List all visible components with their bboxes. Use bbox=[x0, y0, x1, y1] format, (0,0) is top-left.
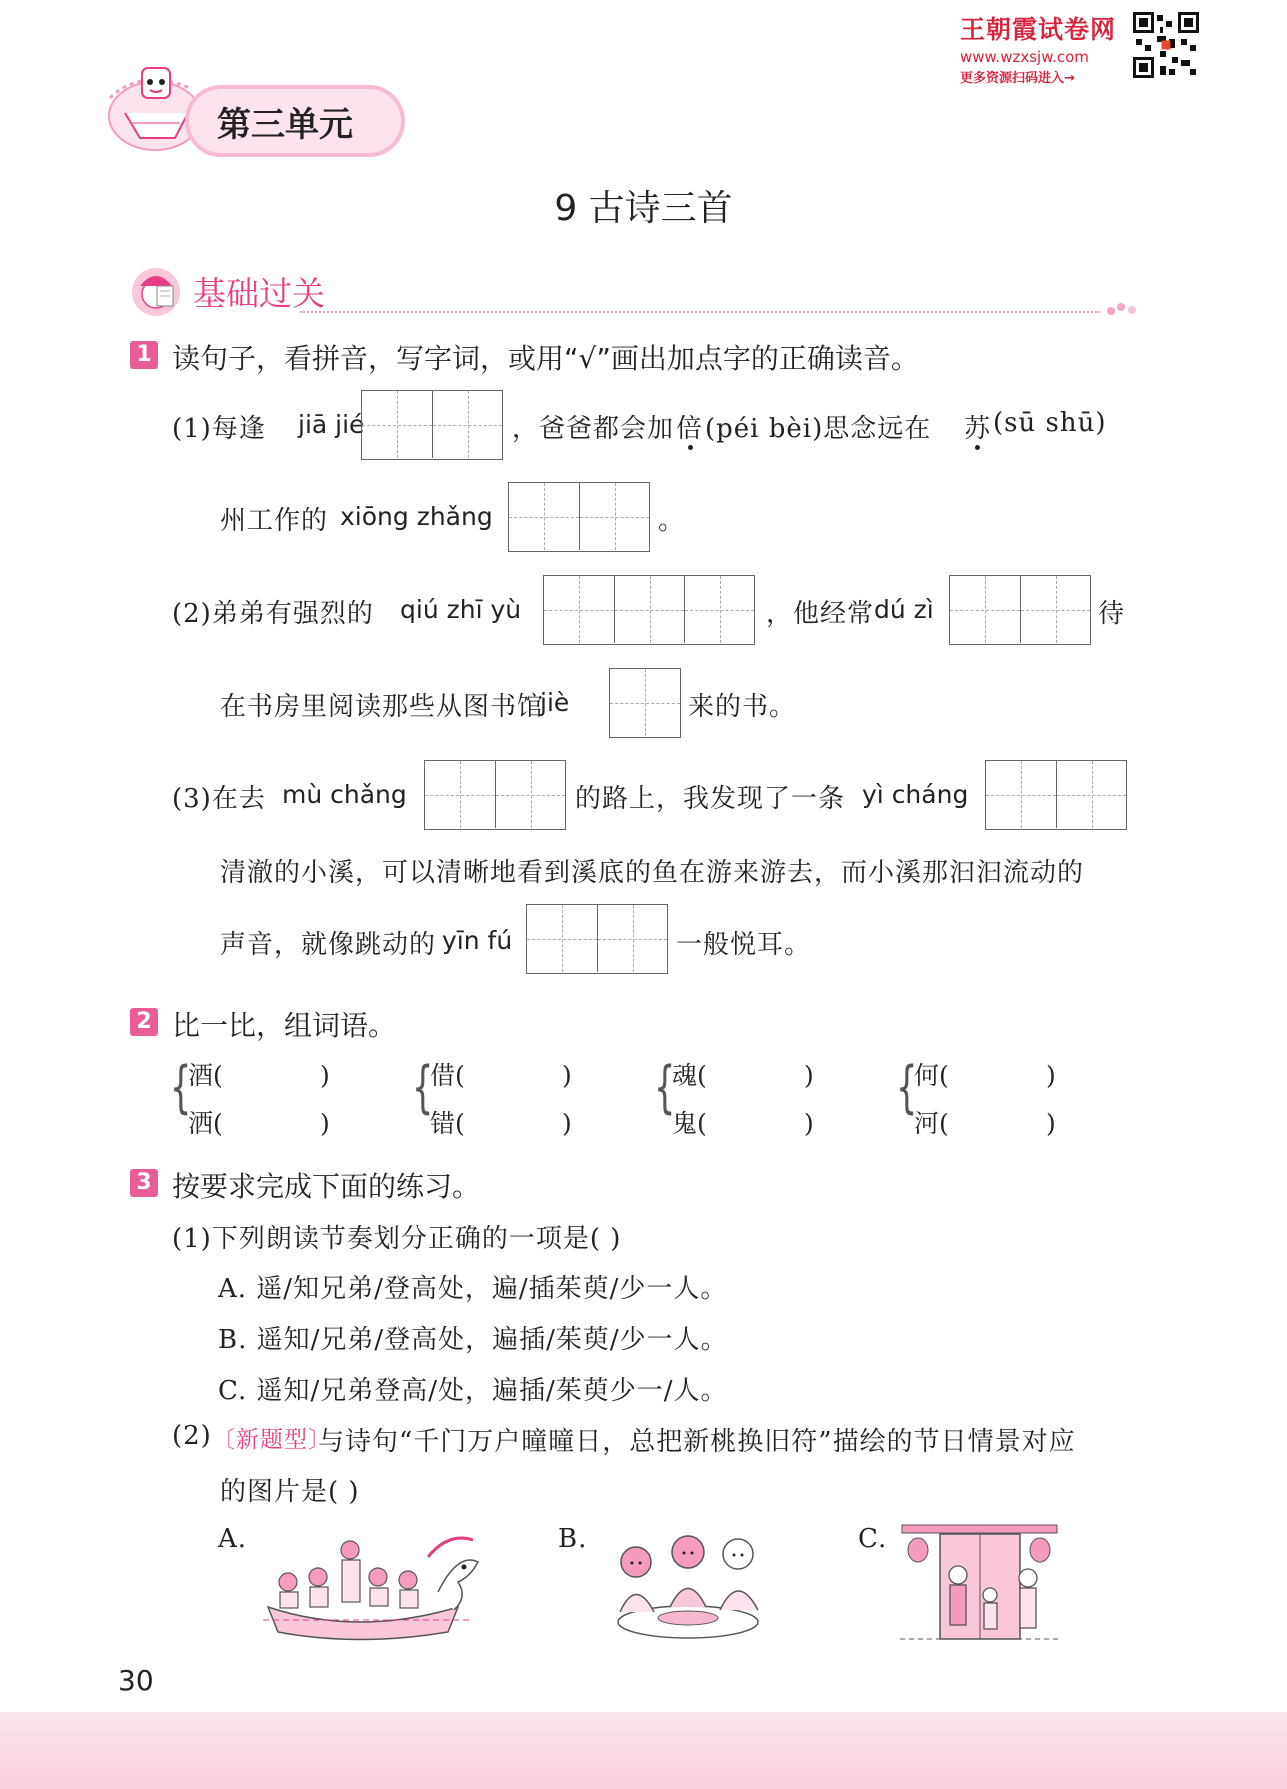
q1-s1-part: 州工作的 bbox=[220, 506, 329, 536]
pair-top: 何( bbox=[914, 1061, 949, 1090]
question-title: 读句子，看拼音，写字词，或用“√”画出加点字的正确读音。 bbox=[172, 342, 919, 375]
q1-s2-part: ，他经常 bbox=[766, 599, 875, 629]
brace-icon: { bbox=[654, 1055, 676, 1120]
question-number: 2 bbox=[130, 1008, 158, 1036]
q1-s3-part: 的路上，我发现了一条 bbox=[575, 784, 846, 814]
emphasis-dot bbox=[688, 445, 693, 450]
option-a[interactable]: A. 遥/知兄弟/登高处，遍/插茱萸/少一人。 bbox=[218, 1274, 728, 1304]
pair-close: ) bbox=[804, 1109, 814, 1138]
qr-code-icon[interactable] bbox=[1133, 12, 1199, 78]
emphasis-dot bbox=[975, 445, 980, 450]
option-c[interactable]: C. 遥知/兄弟登高/处，遍插/茱萸少一/人。 bbox=[218, 1376, 728, 1406]
option-b[interactable]: B. 遥知/兄弟/登高处，遍插/茱萸/少一人。 bbox=[218, 1325, 728, 1355]
answer-grid[interactable] bbox=[609, 668, 681, 738]
divider-dots-icon bbox=[1105, 301, 1145, 317]
q1-s1-part: (1)每逢 bbox=[172, 414, 266, 444]
answer-grid[interactable] bbox=[424, 760, 566, 830]
answer-grid[interactable] bbox=[985, 760, 1127, 830]
pair-top: 酒( bbox=[188, 1061, 223, 1090]
question-title: 按要求完成下面的练习。 bbox=[172, 1170, 481, 1203]
question-number: 1 bbox=[130, 341, 158, 369]
q1-s2-part: (2)弟弟有强烈的 bbox=[172, 599, 374, 629]
pinyin-prompt: xiōng zhǎng bbox=[340, 502, 493, 531]
pinyin-prompt: mù chǎng bbox=[282, 780, 407, 809]
pinyin-prompt: jiā jié bbox=[298, 410, 365, 439]
brand-name: 王朝霞试卷网 bbox=[960, 15, 1117, 44]
picture-label-c[interactable]: C. bbox=[858, 1524, 888, 1554]
section-title: 基础过关 bbox=[193, 274, 325, 313]
pair-close: ) bbox=[320, 1061, 330, 1090]
q1-s3-part: 声音，就像跳动的 bbox=[220, 930, 437, 960]
q1-s3-part: 一般悦耳。 bbox=[676, 930, 812, 960]
q1-s3-part: 清澈的小溪，可以清晰地看到溪底的鱼在游来游去，而小溪那汩汩流动的 bbox=[220, 858, 1085, 888]
pinyin-prompt: dú zì bbox=[874, 595, 934, 624]
reading-choice[interactable]: (sū shū) bbox=[993, 408, 1107, 438]
picture-label-b[interactable]: B. bbox=[558, 1524, 588, 1554]
pinyin-prompt: jiè bbox=[540, 688, 570, 717]
lesson-title: 9 古诗三首 bbox=[554, 188, 733, 229]
pair-close: ) bbox=[1046, 1109, 1056, 1138]
brand-tip: 更多资源扫码进入→ bbox=[960, 71, 1075, 86]
unit-title: 第三单元 bbox=[217, 105, 353, 145]
pair-bottom: 错( bbox=[430, 1109, 465, 1138]
brand-block bbox=[960, 10, 1130, 86]
q1-s1-part: 。 bbox=[658, 506, 686, 536]
word-pairs bbox=[170, 1052, 1170, 1162]
answer-grid[interactable] bbox=[361, 390, 503, 460]
pair-bottom: 河( bbox=[914, 1109, 949, 1138]
pinyin-prompt: yīn fú bbox=[442, 926, 513, 955]
reading-choice[interactable]: (péi bèi)思念远在 bbox=[705, 414, 932, 444]
pair-close: ) bbox=[562, 1061, 572, 1090]
question-title: 比一比，组词语。 bbox=[172, 1009, 397, 1042]
pinyin-prompt: yì cháng bbox=[862, 780, 969, 809]
answer-grid[interactable] bbox=[543, 575, 755, 645]
pair-bottom: 洒( bbox=[188, 1109, 223, 1138]
pinyin-prompt: qiú zhī yù bbox=[400, 595, 522, 624]
brace-icon: { bbox=[896, 1055, 918, 1120]
answer-grid[interactable] bbox=[508, 482, 650, 552]
student-icon bbox=[130, 266, 182, 318]
pair-bottom: 鬼( bbox=[672, 1109, 707, 1138]
answer-grid[interactable] bbox=[526, 904, 668, 974]
sub-question-stem: (1)下列朗读节奏划分正确的一项是( ) bbox=[172, 1224, 622, 1254]
spring-couplet-door-image[interactable] bbox=[900, 1520, 1060, 1645]
answer-grid[interactable] bbox=[949, 575, 1091, 645]
dragon-boat-image[interactable] bbox=[258, 1522, 480, 1642]
brace-icon: { bbox=[170, 1055, 192, 1120]
question-number: 3 bbox=[130, 1169, 158, 1197]
sub-question-stem: 与诗句“千门万户曈曈日，总把新桃换旧符”描绘的节日情景对应 bbox=[318, 1427, 1076, 1457]
pair-close: ) bbox=[1046, 1061, 1056, 1090]
brand-url[interactable]: www.wzxsjw.com bbox=[960, 48, 1089, 66]
section-divider bbox=[300, 311, 1100, 313]
sub-question-prefix: (2) bbox=[172, 1421, 212, 1451]
page-number: 30 bbox=[118, 1664, 154, 1697]
pair-top: 借( bbox=[430, 1061, 465, 1090]
dotted-char: 苏 bbox=[964, 414, 992, 444]
q1-s2-part: 待 bbox=[1098, 599, 1126, 629]
q1-s3-part: (3)在去 bbox=[172, 784, 266, 814]
pair-close: ) bbox=[320, 1109, 330, 1138]
pair-top: 魂( bbox=[672, 1061, 707, 1090]
footer-band bbox=[0, 1712, 1287, 1789]
new-type-tag: 〔新题型〕 bbox=[212, 1427, 332, 1453]
brace-icon: { bbox=[412, 1055, 434, 1120]
sub-question-stem: 的图片是( ) bbox=[220, 1477, 360, 1507]
q1-s2-part: 来的书。 bbox=[688, 692, 797, 722]
picture-label-a[interactable]: A. bbox=[218, 1524, 248, 1554]
dotted-char: 倍 bbox=[676, 414, 704, 444]
q1-s2-part: 在书房里阅读那些从图书馆 bbox=[220, 692, 545, 722]
q1-s1-part: ，爸爸都会加 bbox=[512, 414, 675, 444]
pair-close: ) bbox=[562, 1109, 572, 1138]
pair-close: ) bbox=[804, 1061, 814, 1090]
family-dinner-image[interactable] bbox=[608, 1522, 768, 1642]
